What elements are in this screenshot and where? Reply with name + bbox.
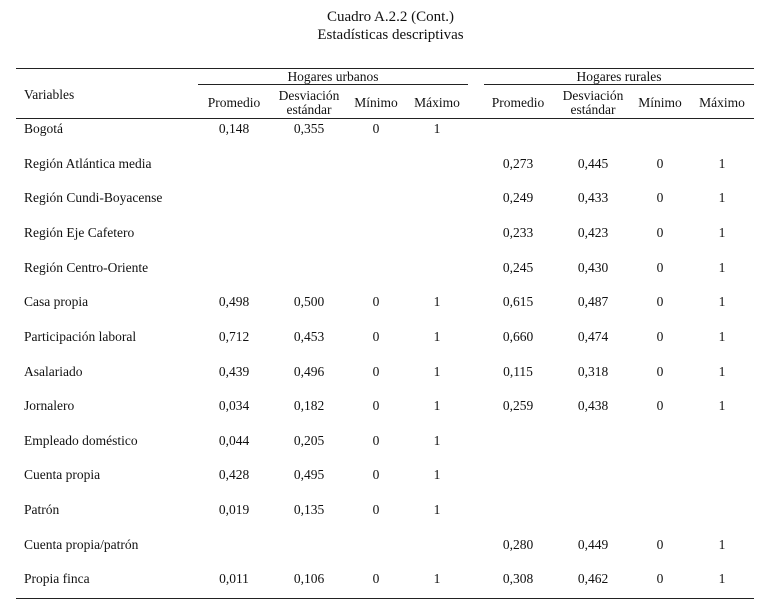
rural-cell: 0,233 <box>502 225 534 240</box>
rural-cell: 1 <box>718 537 726 552</box>
rural-cell: 0,433 <box>577 190 609 205</box>
rural-cell: 1 <box>718 260 726 275</box>
rural-cell: 0,423 <box>577 225 609 240</box>
rural-cell: 1 <box>718 225 726 240</box>
rural-cell: 1 <box>718 156 726 171</box>
rural-cell: 0 <box>656 260 664 275</box>
urban-cell: 0,182 <box>293 398 325 413</box>
rural-cell: 0,308 <box>502 571 534 586</box>
urban-cell: 0,044 <box>218 433 250 448</box>
urban-cell: 0 <box>372 571 380 586</box>
table-title-line2: Estadísticas descriptivas <box>317 27 464 43</box>
row-label: Región Atlántica media <box>24 156 152 171</box>
row-label: Propia finca <box>24 571 90 586</box>
urban-col-header: Desviación estándar <box>278 88 340 117</box>
urban-cell: 0,355 <box>293 121 325 136</box>
urban-group-header: Hogares urbanos <box>287 69 379 84</box>
row-label: Bogotá <box>24 121 63 136</box>
row-label: Región Centro-Oriente <box>24 260 149 275</box>
rural-cell: 0,249 <box>502 190 534 205</box>
urban-cell: 0,498 <box>218 294 250 309</box>
rural-cell: 0,660 <box>502 329 534 344</box>
rural-cell: 0,445 <box>577 156 609 171</box>
rural-cell: 1 <box>718 398 726 413</box>
row-label: Participación laboral <box>24 329 137 344</box>
rural-cell: 0,487 <box>577 294 609 309</box>
urban-cell: 0,496 <box>293 364 325 379</box>
rural-col-header: Máximo <box>699 95 745 110</box>
urban-cell: 1 <box>433 364 441 379</box>
urban-cell: 0,205 <box>293 433 325 448</box>
urban-col-header: Promedio <box>207 95 261 110</box>
urban-cell: 1 <box>433 398 441 413</box>
urban-group-rule <box>198 84 468 85</box>
rural-cell: 0 <box>656 190 664 205</box>
rural-cell: 0 <box>656 364 664 379</box>
rural-cell: 0 <box>656 571 664 586</box>
urban-cell: 0,148 <box>218 121 250 136</box>
urban-cell: 1 <box>433 329 441 344</box>
urban-cell: 0,453 <box>293 329 325 344</box>
urban-cell: 0 <box>372 433 380 448</box>
urban-cell: 1 <box>433 502 441 517</box>
urban-cell: 0 <box>372 467 380 482</box>
rural-cell: 0,615 <box>502 294 534 309</box>
urban-cell: 1 <box>433 467 441 482</box>
rural-cell: 0,115 <box>503 364 533 379</box>
rural-cell: 0,449 <box>577 537 609 552</box>
rural-cell: 1 <box>718 294 726 309</box>
rural-col-header: Desviación estándar <box>562 88 624 117</box>
urban-cell: 0,439 <box>218 364 250 379</box>
rural-cell: 0 <box>656 398 664 413</box>
rural-cell: 0,259 <box>502 398 534 413</box>
urban-cell: 0,034 <box>218 398 250 413</box>
urban-cell: 1 <box>433 433 441 448</box>
row-label: Cuenta propia <box>24 467 101 482</box>
rural-cell: 0,438 <box>577 398 609 413</box>
urban-col-header: Mínimo <box>354 95 398 110</box>
rural-cell: 0,273 <box>502 156 534 171</box>
rural-cell: 0,245 <box>502 260 534 275</box>
rural-cell: 0 <box>656 294 664 309</box>
urban-cell: 0 <box>372 502 380 517</box>
bottom-rule <box>16 598 754 599</box>
urban-cell: 0,500 <box>293 294 325 309</box>
rural-cell: 0,318 <box>577 364 609 379</box>
urban-cell: 0 <box>372 364 380 379</box>
row-label: Cuenta propia/patrón <box>24 537 139 552</box>
rural-cell: 1 <box>718 190 726 205</box>
row-label: Patrón <box>24 502 60 517</box>
urban-cell: 0 <box>372 121 380 136</box>
rural-col-header: Promedio <box>491 95 545 110</box>
rural-cell: 0,280 <box>502 537 534 552</box>
urban-cell: 0 <box>372 398 380 413</box>
rural-cell: 1 <box>718 329 726 344</box>
urban-cell: 0,011 <box>219 571 249 586</box>
rural-cell: 0 <box>656 537 664 552</box>
rural-cell: 0 <box>656 225 664 240</box>
variables-header: Variables <box>24 87 75 102</box>
urban-cell: 0 <box>372 329 380 344</box>
urban-cell: 0,019 <box>218 502 250 517</box>
urban-cell: 1 <box>433 571 441 586</box>
header-bottom-rule <box>16 118 754 119</box>
rural-col-header: Mínimo <box>638 95 682 110</box>
row-label: Empleado doméstico <box>24 433 138 448</box>
urban-cell: 0,135 <box>293 502 325 517</box>
rural-group-rule <box>484 84 754 85</box>
urban-col-header: Máximo <box>414 95 460 110</box>
urban-cell: 1 <box>433 121 441 136</box>
urban-cell: 1 <box>433 294 441 309</box>
urban-cell: 0,106 <box>293 571 325 586</box>
urban-cell: 0,495 <box>293 467 325 482</box>
row-label: Asalariado <box>24 364 83 379</box>
rural-cell: 0 <box>656 156 664 171</box>
rural-group-header: Hogares rurales <box>576 69 662 84</box>
rural-cell: 1 <box>718 364 726 379</box>
row-label: Región Cundi-Boyacense <box>24 190 163 205</box>
urban-cell: 0,712 <box>218 329 250 344</box>
urban-cell: 0 <box>372 294 380 309</box>
rural-cell: 0,474 <box>577 329 609 344</box>
urban-cell: 0,428 <box>218 467 250 482</box>
rural-cell: 0,462 <box>577 571 609 586</box>
rural-cell: 1 <box>718 571 726 586</box>
row-label: Jornalero <box>24 398 75 413</box>
table-title <box>0 8 781 44</box>
rural-cell: 0,430 <box>577 260 609 275</box>
row-label: Región Eje Cafetero <box>24 225 135 240</box>
row-label: Casa propia <box>24 294 89 309</box>
rural-cell: 0 <box>656 329 664 344</box>
table-title-line1: Cuadro A.2.2 (Cont.) <box>326 9 455 25</box>
